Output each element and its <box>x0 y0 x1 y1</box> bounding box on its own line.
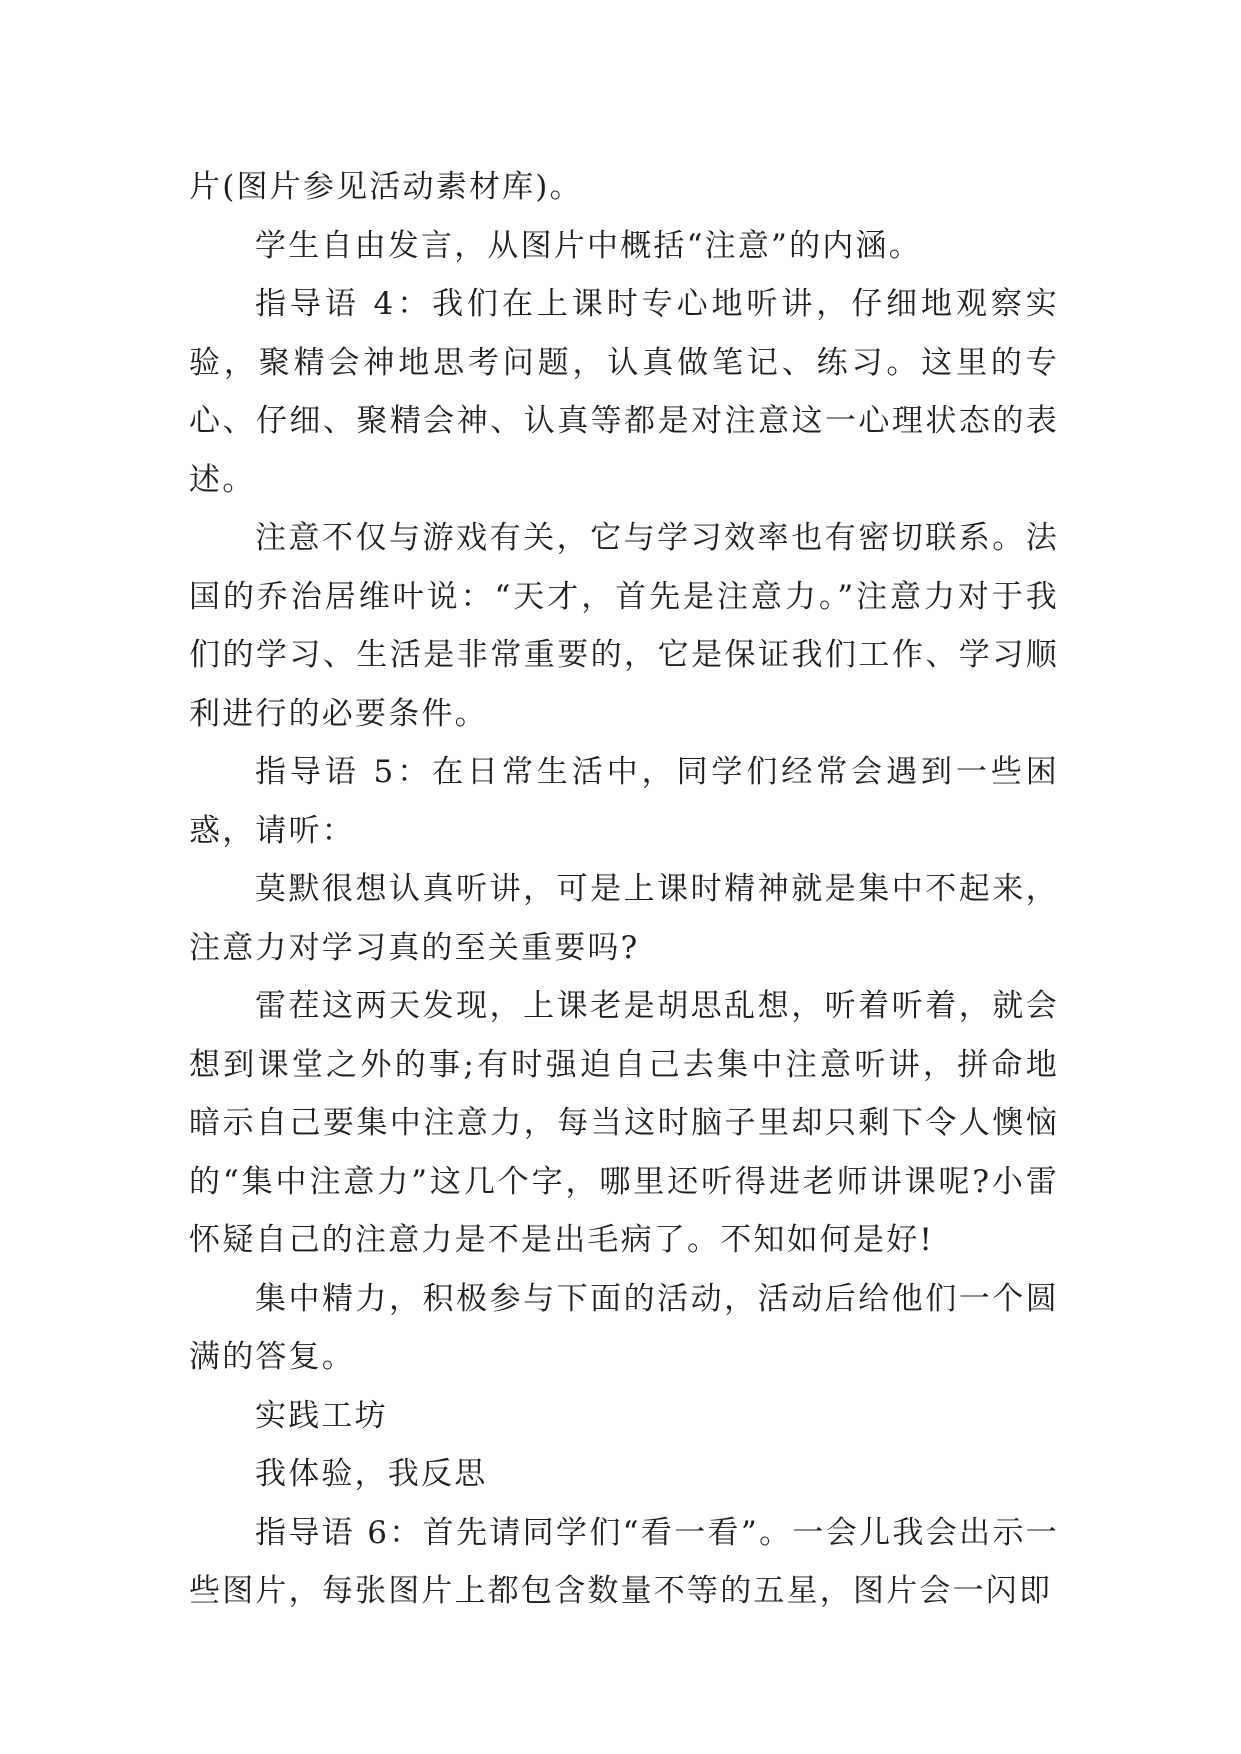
paragraph-guidance-6: 指导语 6：首先请同学们“看一看”。一会儿我会出示一些图片，每张图片上都包含数量不等的五星，图片会一闪即 <box>189 1514 1059 1609</box>
paragraph-image-reference: 片(图片参见活动素材库)。 <box>189 169 583 205</box>
paragraph-case-leichi: 雷茬这两天发现，上课老是胡思乱想，听着听着，就会想到课堂之外的事;有时强迫自己去集中注意听讲，拼命地暗示自己要集中注意力，每当这时脑子里却只剩下令人懊恼的“集中注意力”这几个字，哪里还听得进老师讲课呢?小雷怀疑自己的注意力是不是出毛病了。不知如何是好! <box>189 988 1059 1258</box>
paragraph-activity-intro: 集中精力，积极参与下面的活动，活动后给他们一个圆满的答复。 <box>189 1280 1059 1375</box>
paragraph-attention-importance: 注意不仅与游戏有关，它与学习效率也有密切联系。法国的乔治居维叶说：“天才，首先是注意力。”注意力对于我们的学习、生活是非常重要的，它是保证我们工作、学习顺利进行的必要条件。 <box>189 520 1059 732</box>
subsection-heading-experience-reflect: 我体验，我反思 <box>255 1456 488 1492</box>
paragraph-guidance-4: 指导语 4：我们在上课时专心地听讲，仔细地观察实验，聚精会神地思考问题，认真做笔记、练习。这里的专心、仔细、聚精会神、认真等都是对注意这一心理状态的表述。 <box>189 286 1059 498</box>
paragraph-guidance-5: 指导语 5：在日常生活中，同学们经常会遇到一些困惑，请听： <box>189 754 1059 849</box>
paragraph-case-momo: 莫默很想认真听讲，可是上课时精神就是集中不起来，注意力对学习真的至关重要吗? <box>189 871 1059 966</box>
section-heading-practice-workshop: 实践工坊 <box>255 1397 388 1434</box>
document-body <box>189 158 1059 1621</box>
paragraph-student-discussion: 学生自由发言，从图片中概括“注意”的内涵。 <box>255 227 922 264</box>
